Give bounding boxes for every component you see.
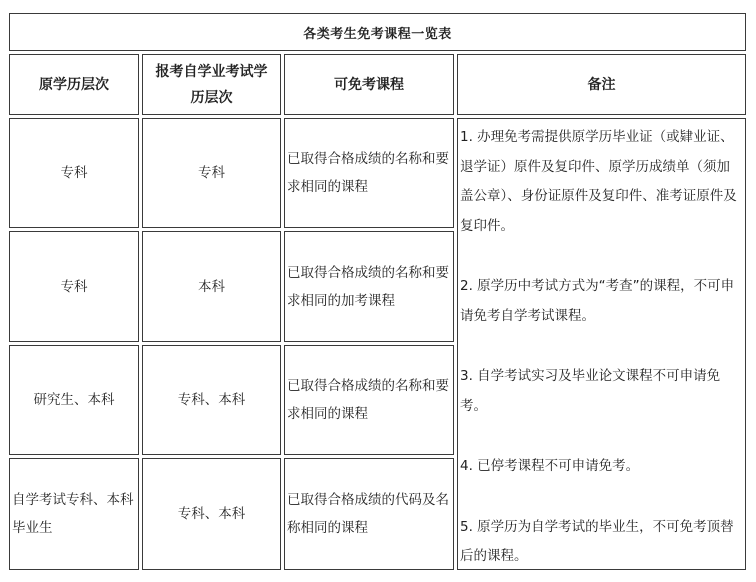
header-exempt-courses: 可免考课程 xyxy=(284,54,454,115)
row1-exam-level: 专科 xyxy=(142,118,281,228)
row1-original-level: 专科 xyxy=(9,118,139,228)
remark-item: 2. 原学历中考试方式为“考查”的课程，不可申请免考自学考试课程。 xyxy=(460,278,735,324)
header-original-level: 原学历层次 xyxy=(9,54,139,115)
remark-item: 1. 办理免考需提供原学历毕业证（或肄业证、退学证）原件及复印件、原学历成绩单（须加盖公章）、身份证原件及复印件、准考证原件及复印件。 xyxy=(460,129,737,234)
row2-original-level: 专科 xyxy=(9,231,139,342)
row4-original-level: 自学考试专科、本科毕业生 xyxy=(9,458,139,570)
row2-exempt-courses: 已取得合格成绩的名称和要求相同的加考课程 xyxy=(284,231,454,342)
row3-exam-level: 专科、本科 xyxy=(142,345,281,455)
row3-exempt-courses: 已取得合格成绩的名称和要求相同的课程 xyxy=(284,345,454,455)
table-title: 各类考生免考课程一览表 xyxy=(9,13,746,51)
header-remarks: 备注 xyxy=(457,54,746,115)
remark-item: 5. 原学历为自学考试的毕业生，不可免考顶替后的课程。 xyxy=(460,518,734,564)
row2-exam-level: 本科 xyxy=(142,231,281,342)
row1-exempt-courses: 已取得合格成绩的名称和要求相同的课程 xyxy=(284,118,454,228)
remark-item: 3. 自学考试实习及毕业论文课程不可申请免考。 xyxy=(460,368,721,414)
row4-exam-level: 专科、本科 xyxy=(142,458,281,570)
header-exam-level: 报考自学业考试学历层次 xyxy=(142,54,281,115)
remarks-cell xyxy=(457,118,746,570)
remark-item: 4. 已停考课程不可申请免考。 xyxy=(460,458,640,474)
row3-original-level: 研究生、本科 xyxy=(9,345,139,455)
row4-exempt-courses: 已取得合格成绩的代码及名称相同的课程 xyxy=(284,458,454,570)
